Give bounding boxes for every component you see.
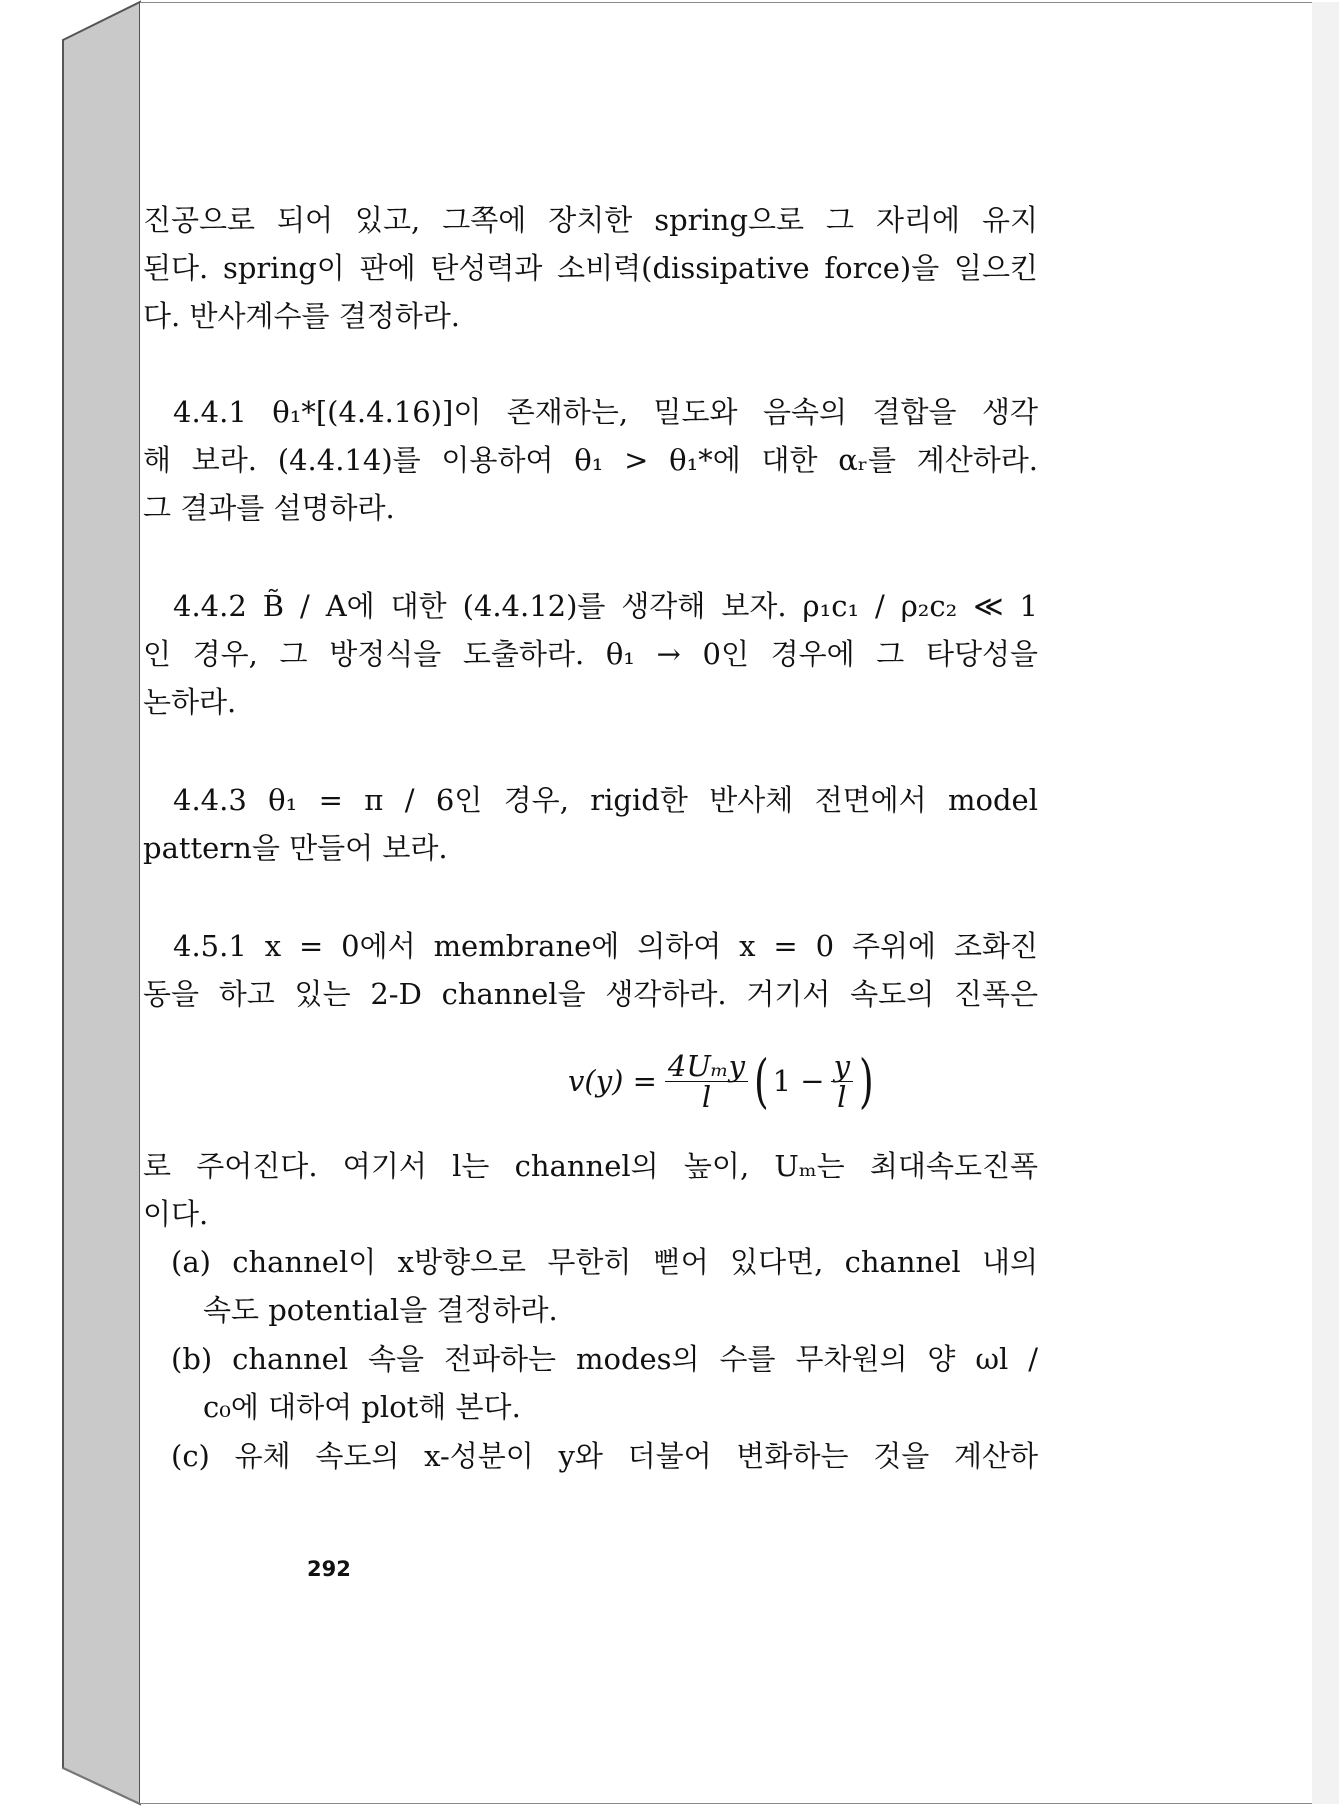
list-item-c-line-1: (c) 유체 속도의 x-성분이 y와 더불어 변화하는 것을 계산하 (171, 1439, 1038, 1473)
problem-4-4-3-line-1: 4.4.3 θ₁ = π / 6인 경우, rigid한 반사체 전면에서 model (173, 783, 1038, 817)
intro-line-1: 진공으로 되어 있고, 그쪽에 장치한 spring으로 그 자리에 유지 (143, 203, 1038, 237)
problem-4-5-1-line-1: 4.5.1 x = 0에서 membrane에 의하여 x = 0 주위에 조화진 (173, 929, 1038, 963)
problem-4-4-1-line-3: 그 결과를 설명하라. (143, 491, 395, 525)
book-spine (63, 2, 140, 1804)
equation-fraction (665, 1048, 748, 1114)
problem-4-4-2-line-3: 논하라. (143, 685, 237, 719)
problem-4-4-1-line-1: 4.4.1 θ₁*[(4.4.16)]이 존재하는, 밀도와 음속의 결합을 생각 (173, 395, 1038, 429)
list-item-a-line-2: 속도 potential을 결정하라. (203, 1293, 558, 1327)
problem-4-4-3-line-2: pattern을 만들어 보라. (143, 831, 448, 865)
list-item-a (171, 1238, 1038, 1334)
intro-line-2: 된다. spring이 판에 탄성력과 소비력(dissipative force)을 일으킨 (143, 251, 1038, 285)
equation-denominator: l (701, 1079, 712, 1114)
problem-4-5-1-line-2: 동을 하고 있는 2-D channel을 생각하라. 거기서 속도의 진폭은 (143, 977, 1038, 1011)
problem-4-4-2-line-2: 인 경우, 그 방정식을 도출하라. θ₁ → 0인 경우에 그 타당성을 (143, 637, 1038, 671)
after-equation-line-2: 이다. (143, 1197, 209, 1231)
list-item-a-line-1: (a) channel이 x방향으로 무한히 뻗어 있다면, channel 내의 (171, 1245, 1038, 1279)
intro-line-3: 다. 반사계수를 결정하라. (143, 299, 461, 333)
right-paren: ) (858, 1047, 874, 1115)
equation-inner-left: 1 − (772, 1064, 825, 1098)
list-item-b-line-2: c₀에 대하여 plot해 본다. (203, 1390, 521, 1424)
problem-4-4-1-line-2: 해 보라. (4.4.14)를 이용하여 θ₁ > θ₁*에 대한 αᵣ를 계산하라. (143, 443, 1038, 477)
equation-numerator: 4Uₘy (665, 1051, 748, 1082)
equation-inner-numerator: y (831, 1051, 853, 1082)
list-item-b (171, 1335, 1038, 1431)
left-paren: ( (753, 1047, 769, 1115)
equation-inner-denominator: l (837, 1079, 847, 1114)
equation-lhs: v(y) = (568, 1064, 657, 1098)
equation-inner-fraction (831, 1048, 853, 1114)
after-equation-line-1: 로 주어진다. 여기서 l는 channel의 높이, Uₘ는 최대속도진폭 (143, 1149, 1038, 1183)
list-item-c (171, 1432, 1038, 1480)
page-number: 292 (307, 1557, 351, 1581)
list-item-b-line-1: (b) channel 속을 전파하는 modes의 수를 무차원의 양 ωl / (171, 1342, 1038, 1376)
problem-4-4-2-line-1: 4.4.2 B̃ / A에 대한 (4.4.12)를 생각해 보자. ρ₁c₁ / ρ₂c₂ ≪ 1 (173, 589, 1038, 623)
velocity-equation (568, 1045, 878, 1117)
